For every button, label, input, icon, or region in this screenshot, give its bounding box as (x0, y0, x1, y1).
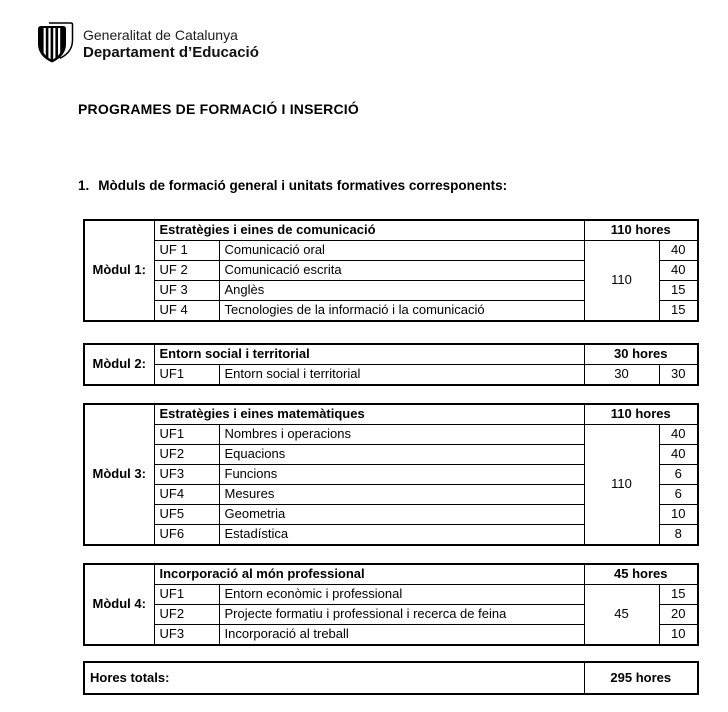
totals-value: 295 hores (584, 662, 698, 694)
module-title: Estratègies i eines de comunicació (154, 220, 584, 241)
table-row (84, 662, 698, 694)
totals-table (83, 661, 699, 695)
uf-name: Anglès (219, 281, 584, 301)
module-total-label: 45 hores (584, 564, 698, 585)
uf-hours: 40 (659, 261, 698, 281)
uf-name: Comunicació oral (219, 241, 584, 261)
uf-hours: 15 (659, 585, 698, 605)
uf-hours: 15 (659, 301, 698, 322)
module-table-4 (83, 563, 699, 646)
uf-code: UF 1 (154, 241, 219, 261)
uf-name: Equacions (219, 445, 584, 465)
module-table-1 (83, 219, 699, 322)
module-total-label: 110 hores (584, 220, 698, 241)
uf-code: UF 3 (154, 281, 219, 301)
uf-code: UF2 (154, 445, 219, 465)
logo-dept-name: Departament d’Educació (83, 44, 259, 62)
totals-label: Hores totals: (84, 662, 584, 694)
module-total-hours: 110 (584, 425, 659, 546)
uf-name: Entorn social i territorial (219, 365, 584, 386)
module-total-hours: 110 (584, 241, 659, 322)
uf-hours: 8 (659, 525, 698, 546)
uf-code: UF4 (154, 485, 219, 505)
uf-hours: 20 (659, 605, 698, 625)
uf-code: UF5 (154, 505, 219, 525)
module-total-hours: 45 (584, 585, 659, 646)
uf-code: UF 2 (154, 261, 219, 281)
module-title: Incorporació al món professional (154, 564, 584, 585)
page-title: PROGRAMES DE FORMACIÓ I INSERCIÓ (78, 101, 359, 117)
module-total-label: 30 hores (584, 344, 698, 365)
uf-code: UF 4 (154, 301, 219, 322)
uf-hours: 10 (659, 505, 698, 525)
uf-hours: 6 (659, 465, 698, 485)
generalitat-logo (35, 21, 259, 64)
uf-hours: 10 (659, 625, 698, 646)
uf-name: Comunicació escrita (219, 261, 584, 281)
uf-code: UF2 (154, 605, 219, 625)
uf-name: Nombres i operacions (219, 425, 584, 445)
uf-hours: 15 (659, 281, 698, 301)
section-heading (78, 178, 507, 193)
logo-text (83, 21, 259, 62)
uf-hours: 30 (659, 365, 698, 386)
uf-name: Entorn econòmic i professional (219, 585, 584, 605)
module-total-label: 110 hores (584, 404, 698, 425)
module-label: Mòdul 3: (84, 404, 154, 545)
uf-name: Geometria (219, 505, 584, 525)
uf-hours: 6 (659, 485, 698, 505)
uf-hours: 40 (659, 425, 698, 445)
uf-name: Mesures (219, 485, 584, 505)
uf-code: UF1 (154, 585, 219, 605)
table-row (84, 365, 698, 386)
section-number: 1. (78, 178, 90, 193)
uf-code: UF6 (154, 525, 219, 546)
uf-name: Incorporació al treball (219, 625, 584, 646)
module-total-hours: 30 (584, 365, 659, 386)
module-title: Estratègies i eines matemàtiques (154, 404, 584, 425)
module-label: Mòdul 4: (84, 564, 154, 645)
generalitat-shield-icon (35, 21, 75, 64)
uf-name: Tecnologies de la informació i la comunicació (219, 301, 584, 322)
uf-hours: 40 (659, 445, 698, 465)
logo-org-name: Generalitat de Catalunya (83, 27, 238, 43)
module-title: Entorn social i territorial (154, 344, 584, 365)
module-label: Mòdul 2: (84, 344, 154, 385)
uf-name: Estadística (219, 525, 584, 546)
table-row (84, 425, 698, 445)
table-row (84, 241, 698, 261)
module-label: Mòdul 1: (84, 220, 154, 321)
module-table-2 (83, 343, 699, 386)
uf-code: UF1 (154, 365, 219, 386)
module-table-3 (83, 403, 699, 546)
uf-name: Projecte formatiu i professional i recerca de feina (219, 605, 584, 625)
uf-name: Funcions (219, 465, 584, 485)
section-heading-text: Mòduls de formació general i unitats formatives corresponents: (98, 178, 508, 193)
uf-code: UF3 (154, 625, 219, 646)
uf-hours: 40 (659, 241, 698, 261)
uf-code: UF1 (154, 425, 219, 445)
uf-code: UF3 (154, 465, 219, 485)
table-row (84, 585, 698, 605)
